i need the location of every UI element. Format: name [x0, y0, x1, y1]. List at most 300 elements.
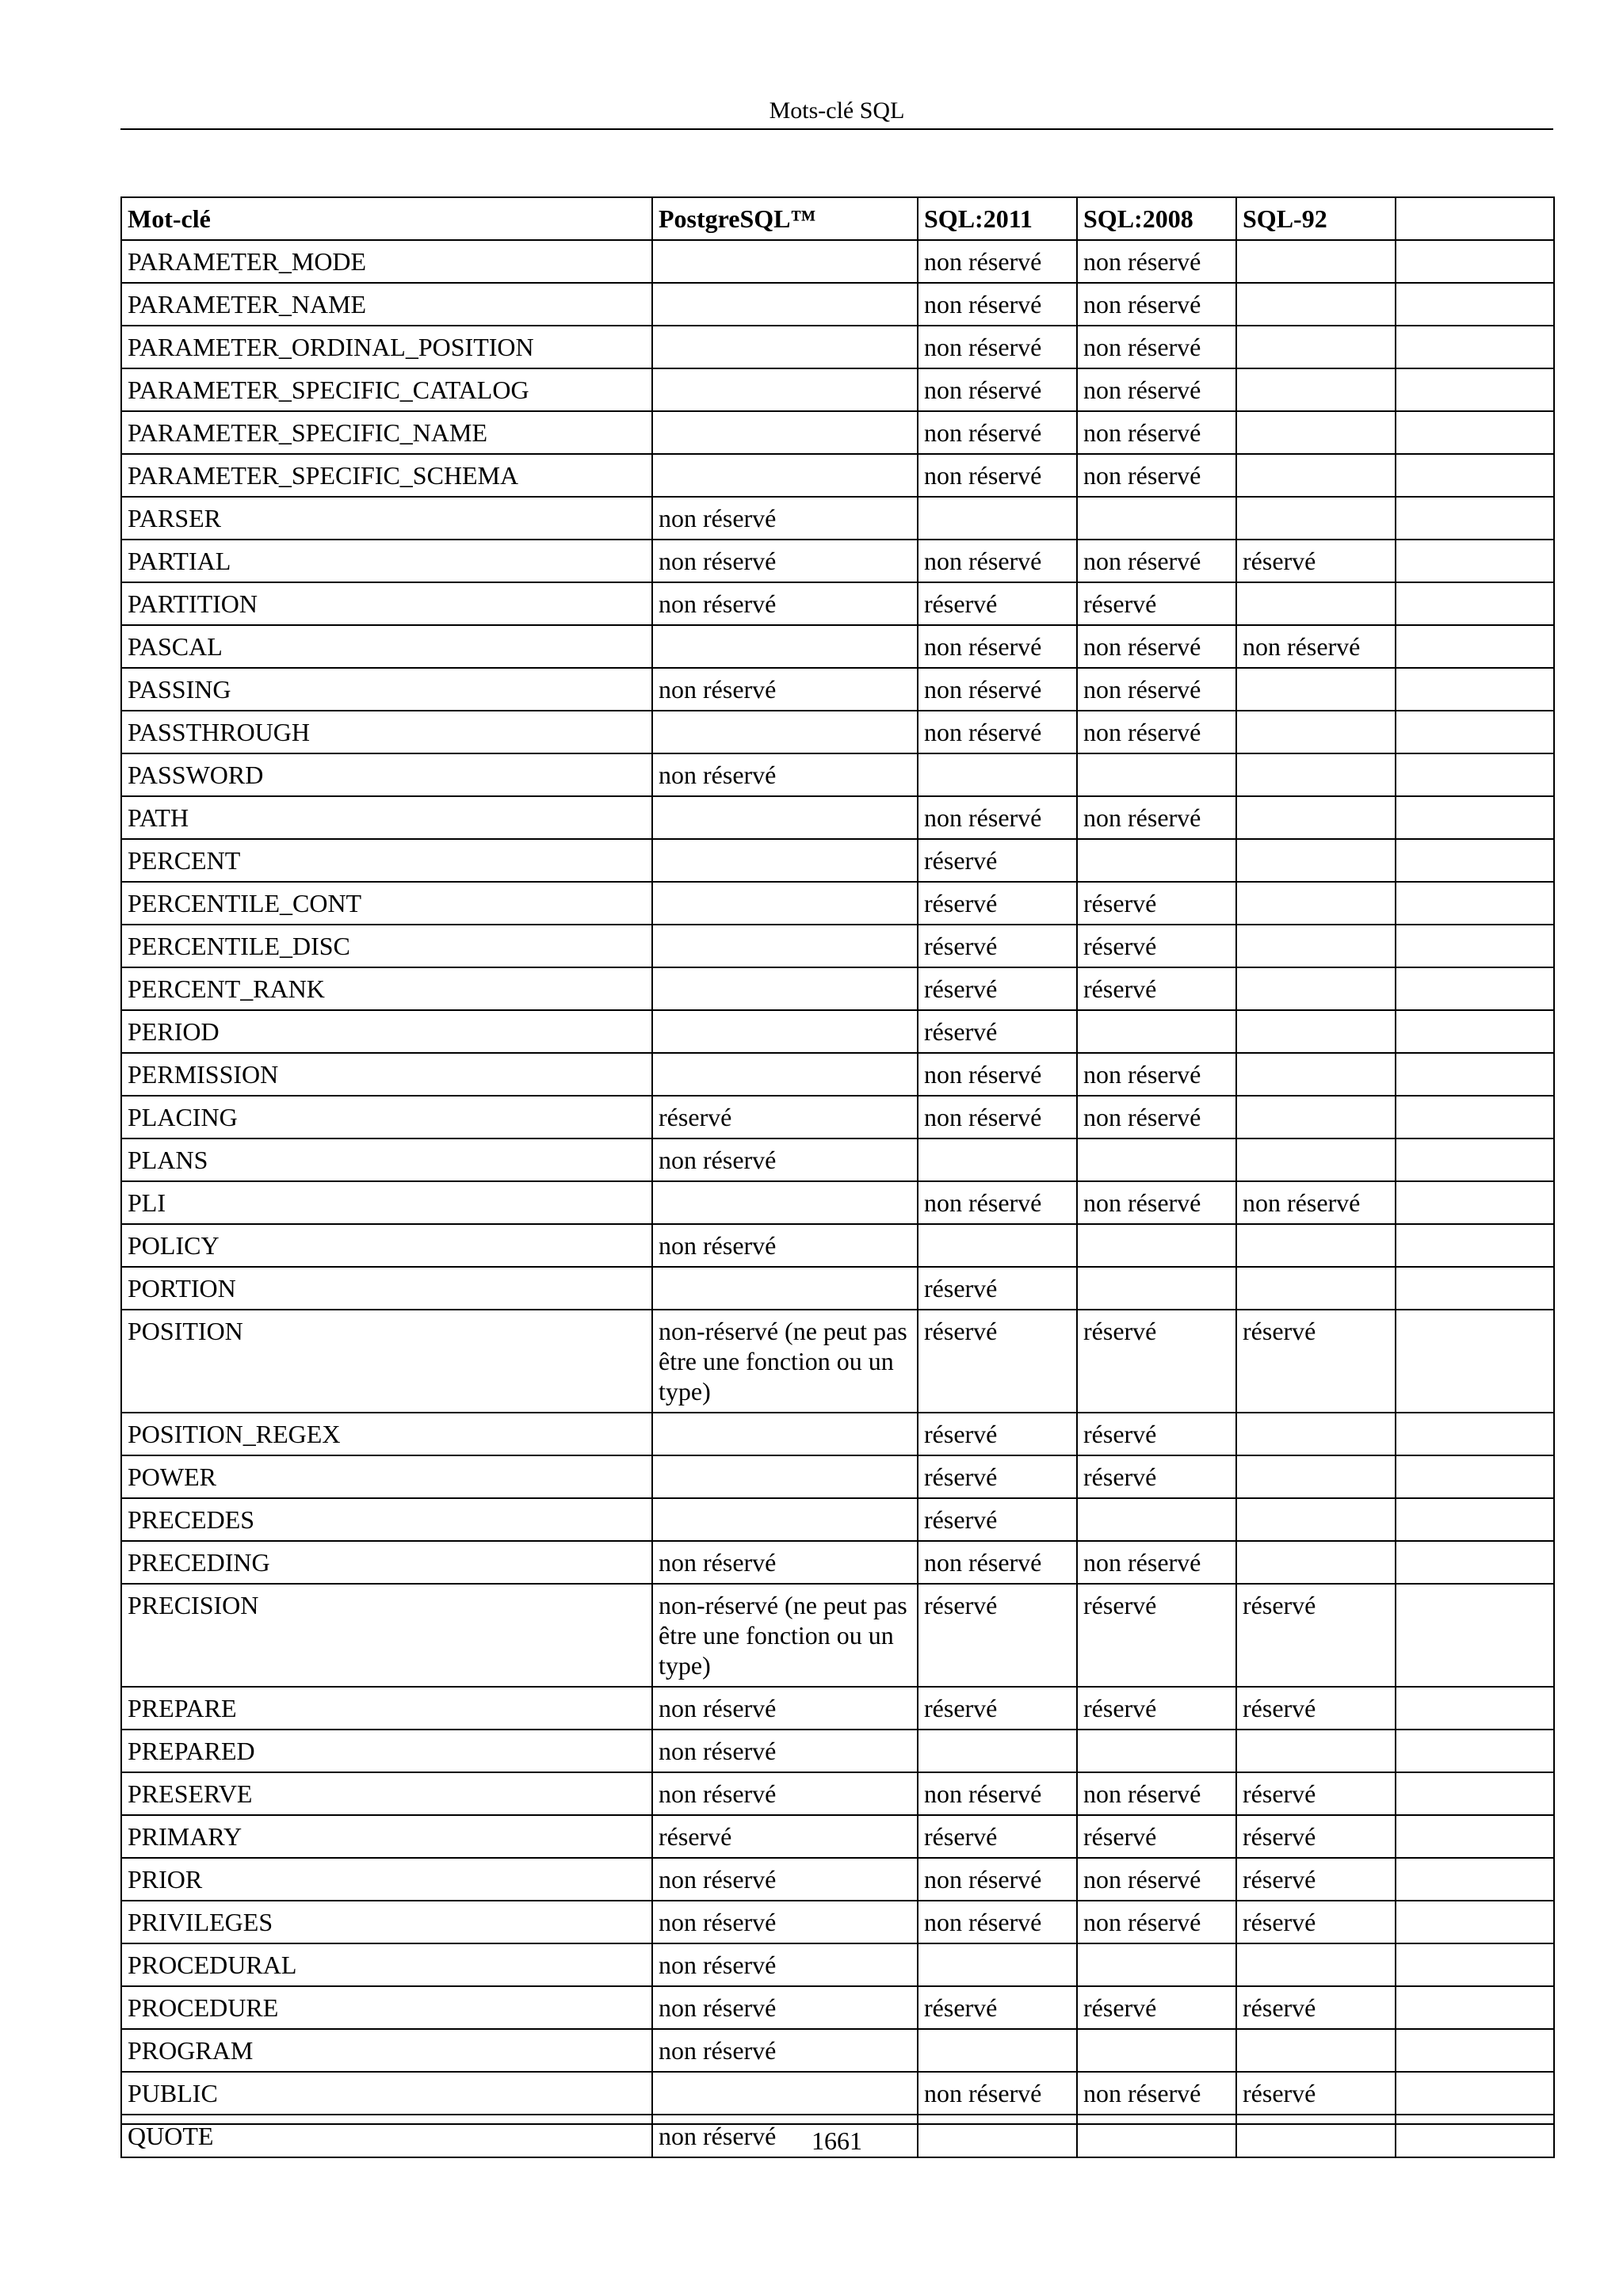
cell-extra [1396, 240, 1554, 283]
cell-sql2008: non réservé [1077, 1541, 1236, 1584]
cell-sql2011: non réservé [918, 411, 1077, 454]
cell-postgresql: non réservé [652, 2115, 918, 2157]
table-row [121, 1224, 1554, 1267]
cell-postgresql: réservé [652, 1815, 918, 1858]
cell-sql92: réservé [1236, 1858, 1396, 1901]
cell-sql2011: non réservé [918, 1858, 1077, 1901]
table-row [121, 839, 1554, 882]
cell-postgresql: non réservé [652, 1901, 918, 1943]
cell-extra [1396, 1267, 1554, 1310]
cell-postgresql: non réservé [652, 1772, 918, 1815]
cell-sql92 [1236, 882, 1396, 925]
cell-sql2008: réservé [1077, 582, 1236, 625]
cell-keyword: PERCENTILE_DISC [121, 925, 652, 967]
cell-sql92 [1236, 283, 1396, 326]
cell-sql2008 [1077, 753, 1236, 796]
cell-postgresql [652, 967, 918, 1010]
cell-sql92 [1236, 240, 1396, 283]
cell-sql92 [1236, 796, 1396, 839]
cell-keyword: PARTITION [121, 582, 652, 625]
cell-sql92 [1236, 582, 1396, 625]
cell-postgresql [652, 326, 918, 368]
cell-sql2008: réservé [1077, 1310, 1236, 1413]
cell-keyword: PERIOD [121, 1010, 652, 1053]
cell-extra [1396, 582, 1554, 625]
cell-sql2011: non réservé [918, 326, 1077, 368]
cell-keyword: PREPARE [121, 1687, 652, 1730]
page-header-title: Mots-clé SQL [769, 97, 905, 124]
cell-extra [1396, 1455, 1554, 1498]
header-rule [120, 128, 1553, 130]
table-row [121, 1986, 1554, 2029]
cell-sql2011: réservé [918, 1584, 1077, 1687]
cell-keyword: PROCEDURE [121, 1986, 652, 2029]
table-row [121, 925, 1554, 967]
cell-extra [1396, 411, 1554, 454]
cell-sql92 [1236, 967, 1396, 1010]
cell-sql92 [1236, 1541, 1396, 1584]
cell-postgresql: non réservé [652, 497, 918, 540]
cell-sql2008: non réservé [1077, 1096, 1236, 1138]
cell-sql92: non réservé [1236, 1181, 1396, 1224]
cell-postgresql [652, 796, 918, 839]
column-header-postgresql: PostgreSQL™ [652, 197, 918, 240]
cell-postgresql [652, 839, 918, 882]
cell-sql2008 [1077, 1943, 1236, 1986]
cell-keyword: PROGRAM [121, 2029, 652, 2072]
cell-sql92: réservé [1236, 1901, 1396, 1943]
table-row [121, 1541, 1554, 1584]
table-row [121, 497, 1554, 540]
cell-sql2008 [1077, 839, 1236, 882]
cell-postgresql [652, 1010, 918, 1053]
cell-sql92 [1236, 2029, 1396, 2072]
cell-sql2008 [1077, 1138, 1236, 1181]
cell-postgresql: non réservé [652, 1858, 918, 1901]
cell-postgresql: non réservé [652, 668, 918, 711]
cell-keyword: PARAMETER_SPECIFIC_SCHEMA [121, 454, 652, 497]
cell-postgresql: non réservé [652, 540, 918, 582]
cell-sql92 [1236, 454, 1396, 497]
table-row [121, 411, 1554, 454]
cell-sql2008: réservé [1077, 1413, 1236, 1455]
cell-keyword: PARSER [121, 497, 652, 540]
table-row [121, 753, 1554, 796]
cell-sql2008: réservé [1077, 1986, 1236, 2029]
cell-keyword: PRECISION [121, 1584, 652, 1687]
cell-sql2008: réservé [1077, 1455, 1236, 1498]
cell-keyword: PASSWORD [121, 753, 652, 796]
cell-sql2011: réservé [918, 839, 1077, 882]
cell-sql92: réservé [1236, 1310, 1396, 1413]
cell-sql2011: réservé [918, 1815, 1077, 1858]
cell-keyword: PORTION [121, 1267, 652, 1310]
table-row [121, 1687, 1554, 1730]
cell-postgresql [652, 368, 918, 411]
cell-extra [1396, 1858, 1554, 1901]
cell-sql92: non réservé [1236, 625, 1396, 668]
cell-sql2008: non réservé [1077, 326, 1236, 368]
cell-extra [1396, 967, 1554, 1010]
table-row [121, 668, 1554, 711]
cell-postgresql [652, 283, 918, 326]
table-row [121, 240, 1554, 283]
cell-keyword: PARAMETER_ORDINAL_POSITION [121, 326, 652, 368]
table-row [121, 368, 1554, 411]
page-number: 1661 [812, 2126, 862, 2155]
cell-sql2011: non réservé [918, 1096, 1077, 1138]
table-row [121, 711, 1554, 753]
cell-keyword: PLANS [121, 1138, 652, 1181]
cell-keyword: PROCEDURAL [121, 1943, 652, 1986]
cell-extra [1396, 1224, 1554, 1267]
cell-sql2011: réservé [918, 1455, 1077, 1498]
cell-sql92 [1236, 925, 1396, 967]
cell-extra [1396, 368, 1554, 411]
cell-extra [1396, 1181, 1554, 1224]
cell-sql2011 [918, 2029, 1077, 2072]
cell-sql2008: non réservé [1077, 2072, 1236, 2115]
cell-sql92 [1236, 368, 1396, 411]
cell-postgresql [652, 1455, 918, 1498]
cell-keyword: POSITION [121, 1310, 652, 1413]
table-row [121, 967, 1554, 1010]
cell-sql2011: non réservé [918, 1541, 1077, 1584]
cell-sql2008: non réservé [1077, 1858, 1236, 1901]
cell-sql2008: non réservé [1077, 1772, 1236, 1815]
table-row [121, 1010, 1554, 1053]
cell-sql92 [1236, 1010, 1396, 1053]
cell-keyword: PASSING [121, 668, 652, 711]
cell-sql2008: non réservé [1077, 1181, 1236, 1224]
cell-sql92 [1236, 1730, 1396, 1772]
cell-sql92: réservé [1236, 540, 1396, 582]
table-body [121, 240, 1554, 2157]
cell-sql92 [1236, 1224, 1396, 1267]
table-row [121, 1181, 1554, 1224]
cell-sql2008 [1077, 2029, 1236, 2072]
cell-extra [1396, 1010, 1554, 1053]
cell-sql2011: non réservé [918, 1053, 1077, 1096]
cell-extra [1396, 1541, 1554, 1584]
cell-sql92 [1236, 1267, 1396, 1310]
table-row [121, 796, 1554, 839]
cell-extra [1396, 1310, 1554, 1413]
cell-sql92 [1236, 1053, 1396, 1096]
cell-extra [1396, 1986, 1554, 2029]
column-header-empty [1396, 197, 1554, 240]
cell-sql92 [1236, 668, 1396, 711]
cell-sql2008: non réservé [1077, 1901, 1236, 1943]
cell-postgresql [652, 925, 918, 967]
cell-sql2011: non réservé [918, 1181, 1077, 1224]
cell-postgresql [652, 1053, 918, 1096]
cell-sql2011: non réservé [918, 2072, 1077, 2115]
cell-sql2008 [1077, 1224, 1236, 1267]
cell-sql92 [1236, 1498, 1396, 1541]
cell-sql2011: non réservé [918, 240, 1077, 283]
table-row [121, 1901, 1554, 1943]
cell-sql2011: non réservé [918, 796, 1077, 839]
cell-sql2011: réservé [918, 925, 1077, 967]
cell-postgresql: non réservé [652, 1138, 918, 1181]
cell-keyword: PERCENT_RANK [121, 967, 652, 1010]
table-row [121, 454, 1554, 497]
table-row [121, 1455, 1554, 1498]
table-row [121, 625, 1554, 668]
cell-sql92 [1236, 1096, 1396, 1138]
cell-sql2011: réservé [918, 1687, 1077, 1730]
cell-keyword: PASSTHROUGH [121, 711, 652, 753]
table-row [121, 1498, 1554, 1541]
cell-sql92 [1236, 1943, 1396, 1986]
cell-sql92: réservé [1236, 1687, 1396, 1730]
table-row [121, 1267, 1554, 1310]
cell-postgresql: non-réservé (ne peut pas être une fonction ou un type) [652, 1310, 918, 1413]
cell-postgresql [652, 882, 918, 925]
cell-sql2011 [918, 753, 1077, 796]
cell-sql2008 [1077, 1010, 1236, 1053]
cell-sql2008: non réservé [1077, 411, 1236, 454]
cell-postgresql [652, 411, 918, 454]
cell-sql2011: non réservé [918, 540, 1077, 582]
cell-keyword: PASCAL [121, 625, 652, 668]
cell-sql92 [1236, 753, 1396, 796]
cell-sql2008: non réservé [1077, 454, 1236, 497]
cell-sql2011: non réservé [918, 1772, 1077, 1815]
cell-postgresql: non réservé [652, 1986, 918, 2029]
cell-postgresql [652, 625, 918, 668]
cell-postgresql [652, 1498, 918, 1541]
cell-sql2008: non réservé [1077, 668, 1236, 711]
column-header-sql92: SQL-92 [1236, 197, 1396, 240]
cell-keyword: QUOTE [121, 2115, 652, 2157]
cell-keyword: PLACING [121, 1096, 652, 1138]
cell-keyword: PARAMETER_MODE [121, 240, 652, 283]
cell-sql2008: non réservé [1077, 540, 1236, 582]
table-row [121, 1053, 1554, 1096]
cell-sql2011: réservé [918, 1010, 1077, 1053]
cell-postgresql: non réservé [652, 1687, 918, 1730]
cell-sql2011: réservé [918, 882, 1077, 925]
table-row [121, 1310, 1554, 1413]
cell-keyword: PRIOR [121, 1858, 652, 1901]
cell-extra [1396, 668, 1554, 711]
cell-sql2011: réservé [918, 1413, 1077, 1455]
cell-keyword: PARTIAL [121, 540, 652, 582]
cell-keyword: PARAMETER_NAME [121, 283, 652, 326]
cell-sql92: réservé [1236, 1584, 1396, 1687]
cell-sql2008 [1077, 1267, 1236, 1310]
cell-sql92 [1236, 1138, 1396, 1181]
cell-sql2011: réservé [918, 1986, 1077, 2029]
cell-keyword: PLI [121, 1181, 652, 1224]
cell-keyword: POWER [121, 1455, 652, 1498]
cell-extra [1396, 1943, 1554, 1986]
cell-postgresql: non réservé [652, 582, 918, 625]
cell-extra [1396, 1096, 1554, 1138]
table-row [121, 2072, 1554, 2115]
cell-keyword: PUBLIC [121, 2072, 652, 2115]
cell-extra [1396, 1584, 1554, 1687]
cell-sql2011: réservé [918, 1267, 1077, 1310]
cell-extra [1396, 1413, 1554, 1455]
table-row [121, 1413, 1554, 1455]
cell-sql2008 [1077, 497, 1236, 540]
cell-extra [1396, 839, 1554, 882]
cell-extra [1396, 497, 1554, 540]
cell-keyword: PREPARED [121, 1730, 652, 1772]
table-row [121, 326, 1554, 368]
table-row [121, 1096, 1554, 1138]
cell-sql92: réservé [1236, 1772, 1396, 1815]
cell-extra [1396, 1815, 1554, 1858]
cell-keyword: PRECEDING [121, 1541, 652, 1584]
cell-sql92: réservé [1236, 1986, 1396, 2029]
cell-sql2008: non réservé [1077, 796, 1236, 839]
cell-sql2011 [918, 1138, 1077, 1181]
cell-sql2011: non réservé [918, 711, 1077, 753]
cell-sql92 [1236, 326, 1396, 368]
cell-keyword: PARAMETER_SPECIFIC_CATALOG [121, 368, 652, 411]
cell-extra [1396, 1053, 1554, 1096]
table-header-row [121, 197, 1554, 240]
cell-extra [1396, 326, 1554, 368]
cell-keyword: PARAMETER_SPECIFIC_NAME [121, 411, 652, 454]
cell-keyword: POSITION_REGEX [121, 1413, 652, 1455]
cell-extra [1396, 454, 1554, 497]
cell-sql2008: non réservé [1077, 368, 1236, 411]
column-header-sql2008: SQL:2008 [1077, 197, 1236, 240]
cell-postgresql: non réservé [652, 753, 918, 796]
cell-sql2008: réservé [1077, 1687, 1236, 1730]
cell-postgresql: non réservé [652, 2029, 918, 2072]
cell-keyword: POLICY [121, 1224, 652, 1267]
cell-sql2008: non réservé [1077, 711, 1236, 753]
cell-keyword: PRECEDES [121, 1498, 652, 1541]
cell-sql2011: réservé [918, 967, 1077, 1010]
cell-keyword: PRESERVE [121, 1772, 652, 1815]
table-row [121, 1730, 1554, 1772]
cell-postgresql [652, 2072, 918, 2115]
cell-extra [1396, 1687, 1554, 1730]
cell-sql92 [1236, 1455, 1396, 1498]
table-row [121, 283, 1554, 326]
cell-extra [1396, 540, 1554, 582]
cell-sql2008 [1077, 1730, 1236, 1772]
cell-postgresql [652, 240, 918, 283]
cell-extra [1396, 882, 1554, 925]
table-row [121, 1138, 1554, 1181]
cell-sql2011: non réservé [918, 283, 1077, 326]
cell-keyword: PERMISSION [121, 1053, 652, 1096]
cell-keyword: PATH [121, 796, 652, 839]
cell-sql2008: non réservé [1077, 283, 1236, 326]
cell-sql2008: réservé [1077, 882, 1236, 925]
cell-keyword: PRIMARY [121, 1815, 652, 1858]
cell-sql2011: réservé [918, 582, 1077, 625]
table-row [121, 1772, 1554, 1815]
cell-keyword: PERCENTILE_CONT [121, 882, 652, 925]
cell-postgresql: non réservé [652, 1224, 918, 1267]
cell-extra [1396, 1730, 1554, 1772]
cell-sql2008: non réservé [1077, 240, 1236, 283]
cell-sql2011: non réservé [918, 1901, 1077, 1943]
cell-sql2008: réservé [1077, 1584, 1236, 1687]
column-header-keyword: Mot-clé [121, 197, 652, 240]
cell-keyword: PRIVILEGES [121, 1901, 652, 1943]
column-header-sql2011: SQL:2011 [918, 197, 1077, 240]
cell-sql2008: réservé [1077, 1815, 1236, 1858]
cell-postgresql [652, 711, 918, 753]
table-row [121, 1943, 1554, 1986]
cell-sql2011 [918, 497, 1077, 540]
cell-keyword: PERCENT [121, 839, 652, 882]
cell-sql92 [1236, 497, 1396, 540]
cell-sql92 [1236, 839, 1396, 882]
cell-postgresql: réservé [652, 1096, 918, 1138]
cell-sql2008: réservé [1077, 925, 1236, 967]
cell-extra [1396, 283, 1554, 326]
cell-extra [1396, 2029, 1554, 2072]
cell-postgresql [652, 1267, 918, 1310]
cell-extra [1396, 796, 1554, 839]
table-row [121, 2029, 1554, 2072]
cell-sql2008: non réservé [1077, 1053, 1236, 1096]
cell-postgresql: non réservé [652, 1943, 918, 1986]
cell-sql2011: non réservé [918, 668, 1077, 711]
cell-sql92 [1236, 411, 1396, 454]
cell-postgresql: non réservé [652, 1730, 918, 1772]
keywords-table [120, 196, 1555, 2158]
cell-extra [1396, 2072, 1554, 2115]
cell-extra [1396, 1138, 1554, 1181]
cell-sql2008: réservé [1077, 967, 1236, 1010]
table-row [121, 582, 1554, 625]
cell-extra [1396, 1498, 1554, 1541]
cell-sql2011: non réservé [918, 454, 1077, 497]
cell-sql92 [1236, 711, 1396, 753]
cell-extra [1396, 1901, 1554, 1943]
table-row [121, 1584, 1554, 1687]
cell-sql2011: non réservé [918, 368, 1077, 411]
cell-sql2011 [918, 1730, 1077, 1772]
cell-postgresql: non-réservé (ne peut pas être une fonction ou un type) [652, 1584, 918, 1687]
table-row [121, 882, 1554, 925]
cell-sql92 [1236, 1413, 1396, 1455]
cell-extra [1396, 625, 1554, 668]
cell-sql92: réservé [1236, 1815, 1396, 1858]
cell-sql2011: réservé [918, 1310, 1077, 1413]
cell-postgresql: non réservé [652, 1541, 918, 1584]
cell-sql2011 [918, 1943, 1077, 1986]
cell-sql2008 [1077, 1498, 1236, 1541]
cell-sql92: réservé [1236, 2072, 1396, 2115]
cell-extra [1396, 925, 1554, 967]
cell-extra [1396, 753, 1554, 796]
cell-sql2011: réservé [918, 1498, 1077, 1541]
cell-postgresql [652, 454, 918, 497]
table-row [121, 1815, 1554, 1858]
cell-sql2008: non réservé [1077, 625, 1236, 668]
cell-postgresql [652, 1413, 918, 1455]
cell-extra [1396, 711, 1554, 753]
table-row [121, 1858, 1554, 1901]
cell-sql2011 [918, 1224, 1077, 1267]
cell-postgresql [652, 1181, 918, 1224]
cell-sql2011: non réservé [918, 625, 1077, 668]
cell-extra [1396, 1772, 1554, 1815]
